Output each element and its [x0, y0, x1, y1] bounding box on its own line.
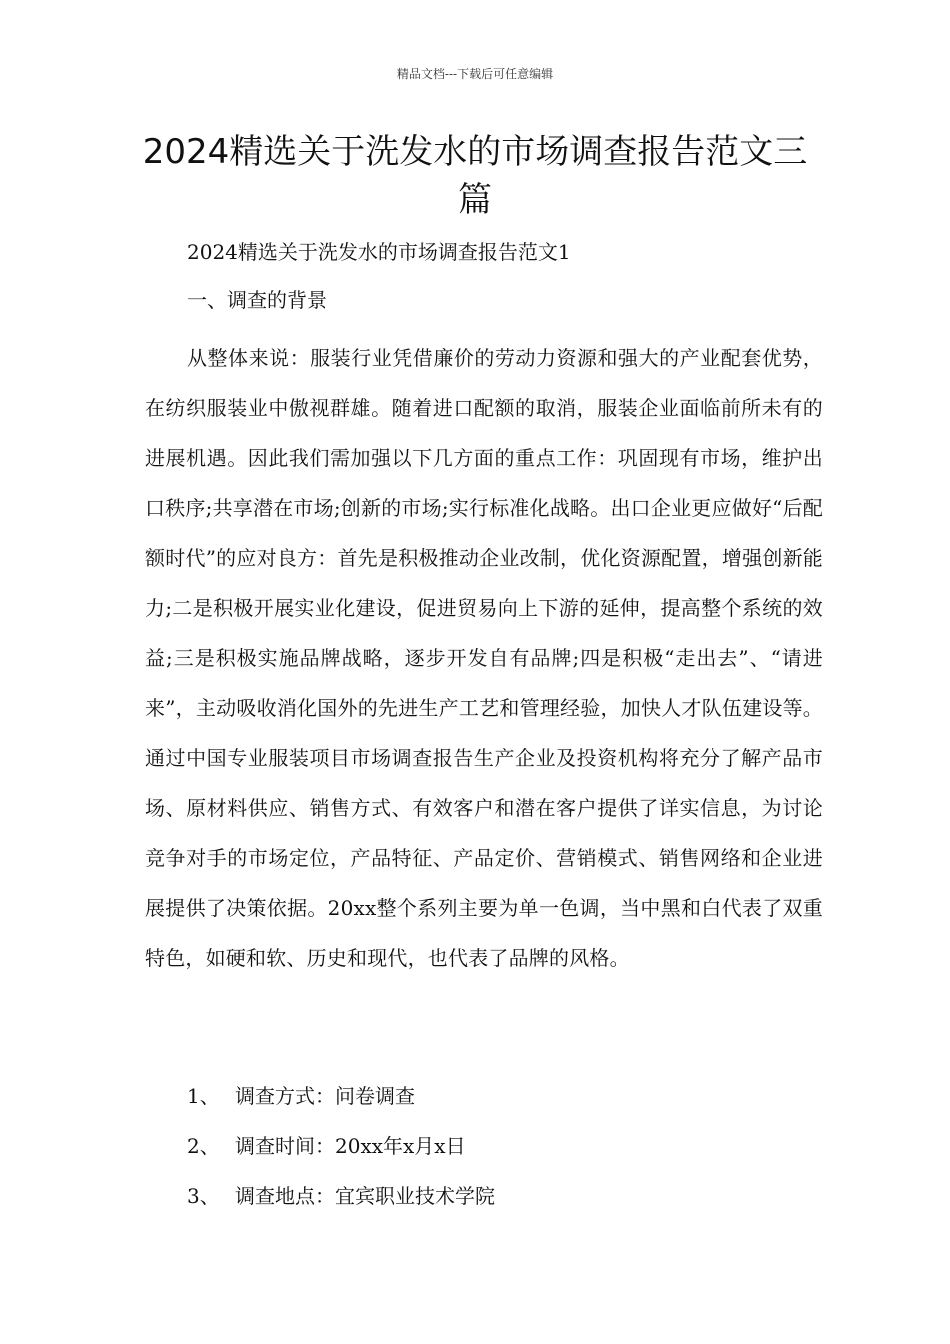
list-text: 调查方式：问卷调查 [235, 1084, 415, 1108]
background-paragraph: 从整体来说：服装行业凭借廉价的劳动力资源和强大的产业配套优势，在纺织服装业中傲视群雄。随着进口配额的取消，服装企业面临前所未有的进展机遇。因此我们需加强以下几方面的重点工作：巩固现有市场，维护出口秩序;共享潜在市场;创新的市场;实行标准化战略。出口企业更应做好“后配额时代”的应对良方：首先是积极推动企业改制，优化资源配置，增强创新能力;二是积极开展实业化建设，促进贸易向上下游的延伸，提高整个系统的效益;三是积极实施品牌战略，逐步开发自有品牌;四是积极“走出去”、“请进来”，主动吸收消化国外的先进生产工艺和管理经验，加快人才队伍建设等。通过中国专业服装项目市场调查报告生产企业及投资机构将充分了解产品市场、原材料供应、销售方式、有效客户和潜在客户提供了详实信息，为讨论竞争对手的市场定位，产品特征、产品定价、营销模式、销售网络和企业进展提供了决策依据。20xx整个系列主要为单一色调，当中黑和白代表了双重特色，如硬和软、历史和现代，也代表了品牌的风格。 [145, 346, 823, 970]
list-number: 1、 [187, 1084, 220, 1108]
document-title: 2024精选关于洗发水的市场调查报告范文三篇 [142, 132, 808, 220]
header-note: 精品文档---下载后可任意编辑 [396, 67, 554, 81]
list-number: 2、 [187, 1134, 220, 1158]
survey-time-item [187, 1130, 466, 1162]
list-number: 3、 [187, 1184, 220, 1208]
section-heading-background: 一、调查的背景 [187, 288, 327, 312]
list-text: 调查地点：宜宾职业技术学院 [235, 1184, 495, 1208]
document-subtitle: 2024精选关于洗发水的市场调查报告范文1 [187, 240, 571, 264]
survey-location-item [187, 1180, 495, 1212]
survey-method-item [187, 1080, 415, 1112]
list-text: 调查时间：20xx年x月x日 [235, 1134, 466, 1158]
